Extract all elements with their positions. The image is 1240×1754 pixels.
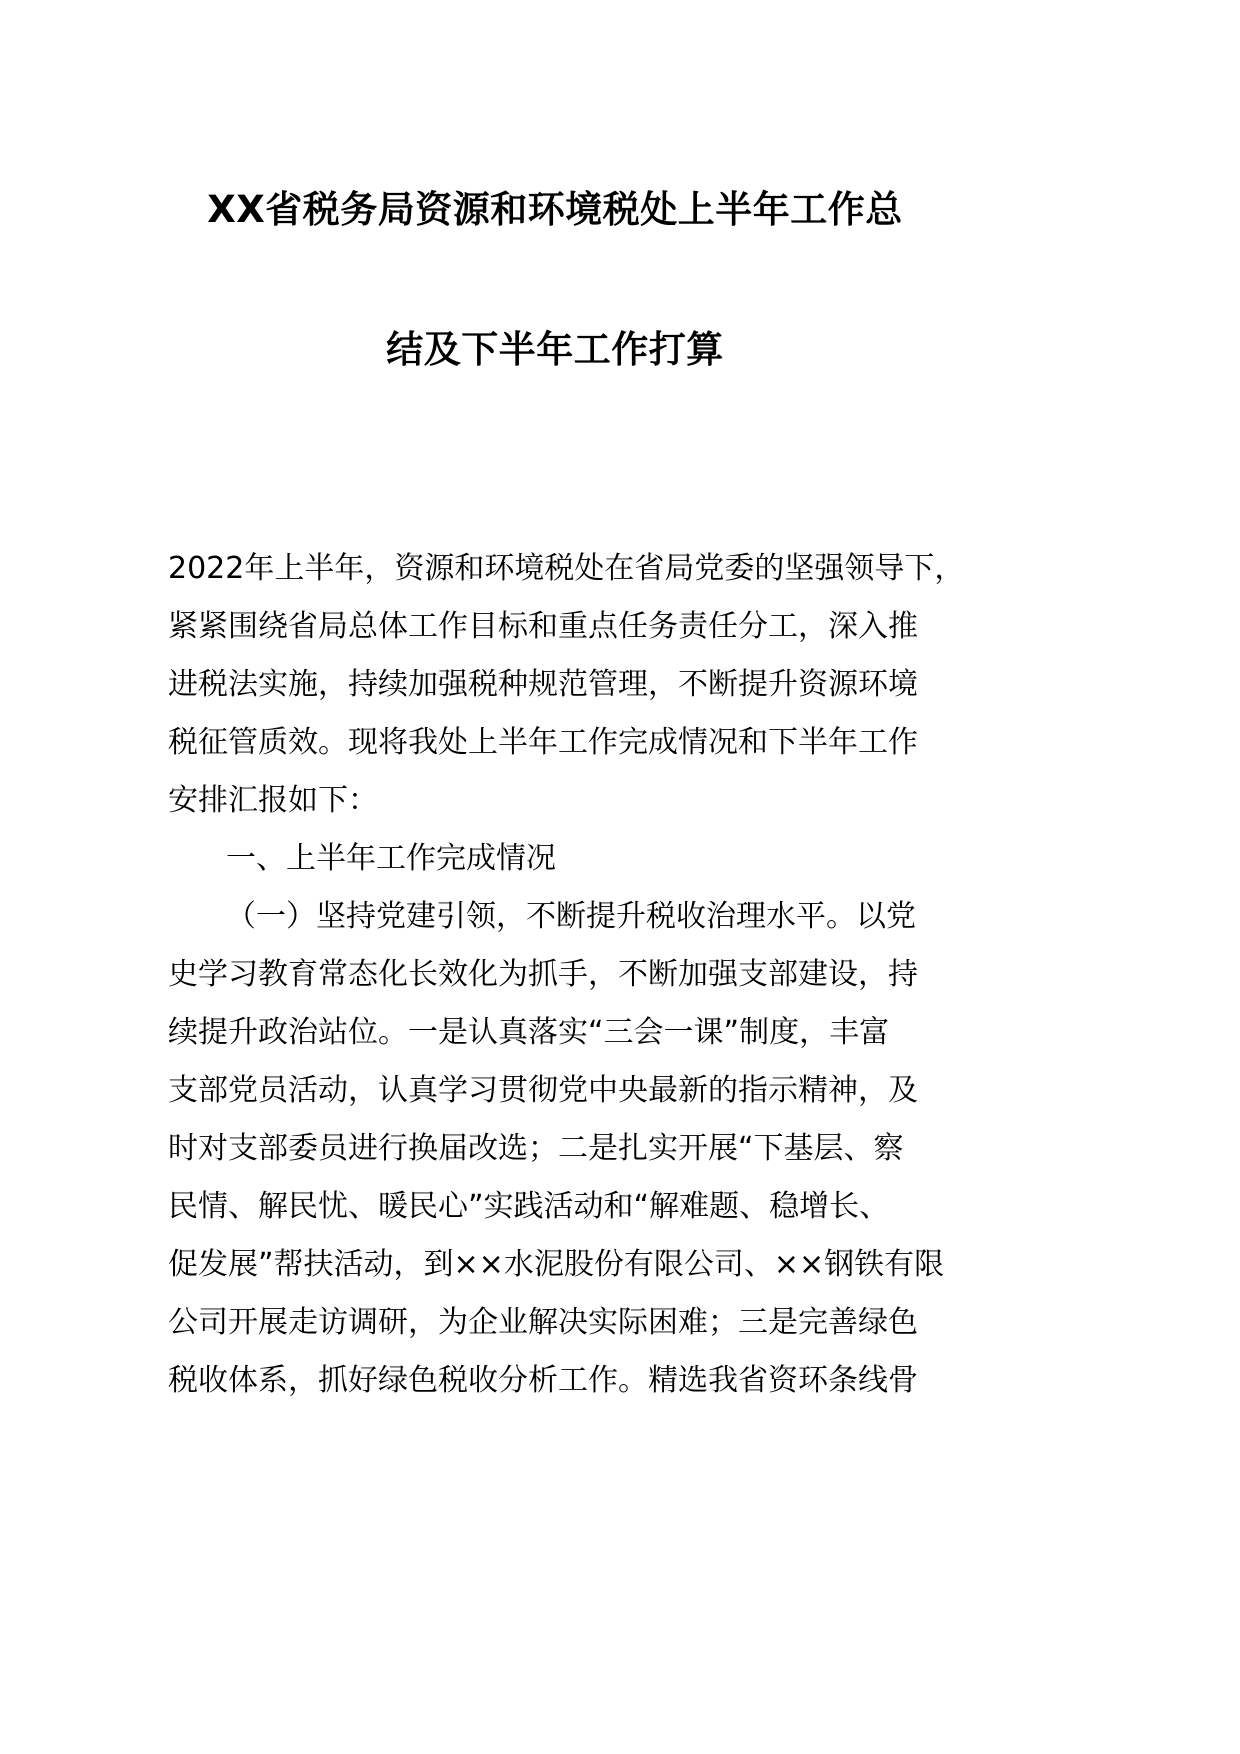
body-line: 紧紧围绕省局总体工作目标和重点任务责任分工，深入推: [168, 609, 918, 644]
body-line: 税收体系，抓好绿色税收分析工作。精选我省资环条线骨: [168, 1363, 918, 1398]
body-line: 2022年上半年，资源和环境税处在省局党委的坚强领导下，: [168, 551, 965, 586]
body-line: 民情、解民忧、暖民心”实践活动和“解难题、稳增长、: [168, 1189, 890, 1224]
body-line: 公司开展走访调研，为企业解决实际困难；三是完善绿色: [168, 1305, 918, 1340]
document-title-line-1: XX省税务局资源和环境税处上半年工作总: [207, 188, 903, 231]
section-heading: 一、上半年工作完成情况: [226, 841, 556, 876]
body-line: 支部党员活动，认真学习贯彻党中央最新的指示精神，及: [168, 1073, 918, 1108]
body-line: 时对支部委员进行换届改选；二是扎实开展“下基层、察: [168, 1131, 904, 1166]
body-line: 进税法实施，持续加强税种规范管理，不断提升资源环境: [168, 667, 918, 702]
body-line: 税征管质效。现将我处上半年工作完成情况和下半年工作: [168, 725, 918, 760]
body-line: 促发展”帮扶活动，到××水泥股份有限公司、××钢铁有限: [168, 1247, 945, 1282]
document-title-line-2: 结及下半年工作打算: [386, 328, 724, 371]
body-line: 续提升政治站位。一是认真落实“三会一课”制度，丰富: [168, 1015, 890, 1050]
document-body: [168, 540, 965, 1410]
subsection-heading: （一）坚持党建引领，不断提升税收治理水平。以党: [226, 899, 916, 934]
body-line: 史学习教育常态化长效化为抓手，不断加强支部建设，持: [168, 957, 918, 992]
body-line: 安排汇报如下：: [168, 783, 378, 818]
